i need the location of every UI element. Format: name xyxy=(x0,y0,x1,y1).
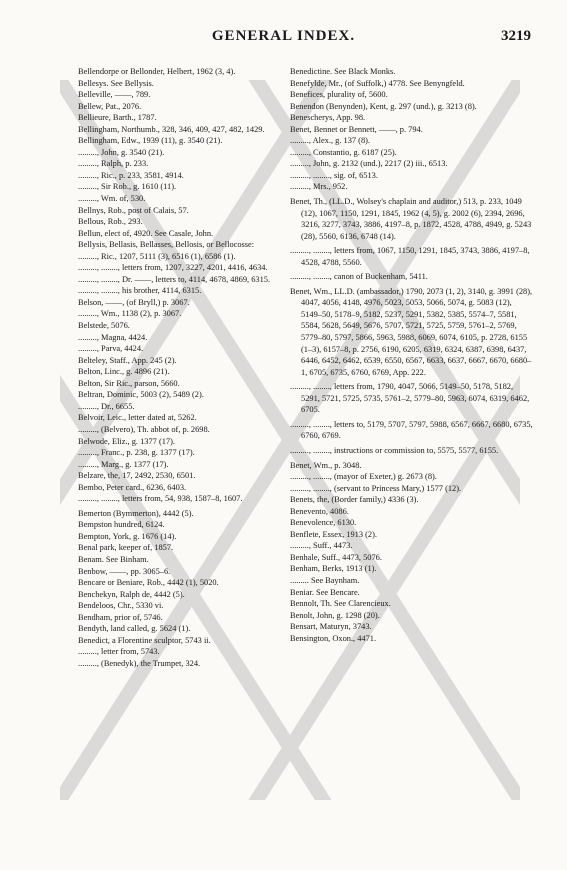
index-entry: ........., ........, Dr. ——, letters to, 4114, 4678, 4869, 6315. xyxy=(78,274,271,284)
index-entry: Bempston hundred, 6124. xyxy=(78,520,165,530)
index-entry: Benets, the, (Border family,) 4336 (3). xyxy=(290,495,419,505)
index-entry: Bendyth, land called, g. 5624 (1). xyxy=(78,624,191,634)
index-entry: ........., ........, letters from, 1790, 4047, 5066, 5149–50, 5178, 5182, 5291, 5721, 5725, 5735, 5761–2, 5779–80, 5963, 6074, 6319, 6462, 6705. xyxy=(290,382,530,415)
index-entry: Bellesys. See Bellysis. xyxy=(78,78,154,88)
index-entry: Belstede, 5076. xyxy=(78,321,130,331)
index-entry: ........., (Benedyk), the Trumpet, 324. xyxy=(78,658,201,668)
index-entry: Benolt, John, g. 1298 (20). xyxy=(290,610,380,620)
index-entry: ........., ........, (servant to Princess Mary,) 1577 (12). xyxy=(290,483,462,493)
index-entry: Bemerton (Bymmerton), 4442 (5). xyxy=(78,508,194,518)
index-entry: Belzare, the, 17, 2492, 2530, 6501. xyxy=(78,471,196,481)
index-entry: Belwode, Eliz., g. 1377 (17). xyxy=(78,436,175,446)
index-entry: ........., Parva, 4424. xyxy=(78,344,144,354)
index-entry: Benflete, Essex, 1913 (2). xyxy=(290,529,377,539)
index-entry: ........., letter from, 5743. xyxy=(78,647,160,657)
index-entry: ........., Ric., p. 233, 3581, 4914. xyxy=(78,170,184,180)
index-entry: Bellous, Rob., 293. xyxy=(78,217,143,227)
page-header xyxy=(0,28,567,50)
index-entry: ........., Dr., 6655. xyxy=(78,401,135,411)
index-entry: ........., Ralph, p. 233. xyxy=(78,159,149,169)
index-column-right xyxy=(290,66,534,644)
index-entry: ........., ........, canon of Buckenham, 5411. xyxy=(290,272,428,282)
index-entry: Bendham, prior of, 5746. xyxy=(78,612,163,622)
index-entry: Benevento, 4086. xyxy=(290,506,349,516)
index-entry: Belton, Sir Ric., parson, 5660. xyxy=(78,378,180,388)
index-entry: Bellingham, Northumb., 328, 346, 409, 427, 482, 1429. xyxy=(78,124,265,134)
index-entry: Bellew, Pat., 2076. xyxy=(78,101,142,111)
index-entry: Benefices, plurality of, 5600. xyxy=(290,90,388,100)
index-entry: ........., ........, his brother, 4114, 6315. xyxy=(78,286,202,296)
index-entry: Bellysis, Bellasis, Bellasses, Bellosis, or Bellocosse: xyxy=(78,240,255,250)
index-column-left xyxy=(78,66,316,669)
index-entry: Benam. See Binham. xyxy=(78,554,149,564)
index-entry: ........., Alex., g. 137 (8). xyxy=(290,136,371,146)
index-entry: Bensart, Maturyn, 3743. xyxy=(290,622,372,632)
index-entry: ........., Sir Rob., g. 1610 (11). xyxy=(78,182,177,192)
index-entry: Belvoir, Leic., letter dated at, 5262. xyxy=(78,413,197,423)
index-entry: ........., John, g. 3540 (21). xyxy=(78,147,165,157)
index-entry: Bensington, Oxon., 4471. xyxy=(290,633,377,643)
index-entry: Bellnys, Rob., post of Calais, 57. xyxy=(78,205,189,215)
page-title: GENERAL INDEX. xyxy=(211,28,356,44)
index-entry: ........., ........, letters from, 54, 938, 1587–8, 1607. xyxy=(78,494,243,504)
index-entry: ........., Magna, 4424. xyxy=(78,332,148,342)
index-entry: ........., ........, instructions or commission to, 5575, 5577, 6155. xyxy=(290,445,499,455)
page-number: 3219 xyxy=(501,28,531,44)
index-entry: Bembo, Peter card., 6236, 6403. xyxy=(78,482,187,492)
index-entry: Benescherys, App. 98. xyxy=(290,113,366,123)
index-entry: Bendeloos, Chr., 5330 vi. xyxy=(78,601,164,611)
index-entry: Benendon (Benynden), Kent, g. 297 (und.), g. 3213 (8). xyxy=(290,101,477,111)
index-entry: Benhale, Suff., 4473, 5076. xyxy=(290,552,382,562)
index-entry: ........., ........, letters from, 1067, 1150, 1291, 1845, 3743, 3886, 4197–8, 4528, 4788, 5560. xyxy=(290,246,530,267)
index-entry: Bennolt, Th. See Clarencieux. xyxy=(290,599,391,609)
index-entry: Benchekyn, Ralph de, 4442 (5). xyxy=(78,589,185,599)
index-entry: Benefylde, Mr., (of Suffolk,) 4778. See Benyngfeld. xyxy=(290,78,465,88)
index-entry: Belson, ——, (of Bryll,) p. 3067. xyxy=(78,297,190,307)
index-entry: ......... See Baynham. xyxy=(290,575,360,585)
index-entry: Bencare or Beniare, Rob., 4442 (1), 5020. xyxy=(78,578,219,588)
index-entry: Belton, Linc., g. 4896 (21). xyxy=(78,367,170,377)
index-entry: ........., ........, (mayor of Exeter,) g. 2673 (8). xyxy=(290,472,437,482)
index-entry: ........., Mrs., 952. xyxy=(290,182,348,192)
index-entry: ........., ........, letters to, 5179, 5707, 5797, 5988, 6567, 6667, 6680, 6735, 6760, 6769. xyxy=(290,419,533,441)
index-entry: ........., ........, letters from, 1207, 3227, 4201, 4416, 4634. xyxy=(78,263,268,273)
index-entry: Bempton, York, g. 1676 (14). xyxy=(78,531,177,541)
index-entry: ........., Suff., 4473. xyxy=(290,541,353,551)
index-entry: Benal park, keeper of, 1857. xyxy=(78,543,174,553)
index-entry: Benham, Berks, 1913 (1). xyxy=(290,564,377,574)
index-entry: Benevolence, 6130. xyxy=(290,518,357,528)
index-entry: Benedictine. See Black Monks. xyxy=(290,67,396,76)
index-entry: ........., (Belvero), Th. abbot of, p. 2698. xyxy=(78,424,210,434)
index-entry: Beltran, Dominic, 5003 (2), 5489 (2). xyxy=(78,390,204,400)
index-entry: Benbow, ——, pp. 3065–6. xyxy=(78,566,171,576)
index-entry: ........., Wm., 1138 (2), p. 3067. xyxy=(78,309,182,319)
index-entry: Bellingham, Edw., 1939 (11), g. 3540 (21). xyxy=(78,136,223,146)
index-entry: Benet, Th., (LL.D., Wolsey's chaplain and auditor,) 513, p. 233, 1049 (12), 1067, 1150, 1291, 1845, 1962 (4, 5), g. 2002 (6), 2394, 2696, 3216, 3277, 3743, 3886, 4197–8, p. 1872, 4528, 4788, 4949, g. 5243 (28), 5560, 6136, 6748 (14). xyxy=(290,197,532,241)
index-entry: Benet, Wm., LL.D. (ambassador,) 1790, 2073 (1, 2), 3140, g. 3991 (28), 4047, 4056, 4148, 4976, 5023, 5053, 5066, 5074, g. 5083 (12), 5149–50, 5178–9, 5182, 5237, 5291, 5382, 5385, 5574–7, 5581, 5584, 5628, 5649, 5676, 5707, 5721, 5725, 5759, 5761–2, 5769, 5779–80, 5797, 5866, 5963, 5988, 6069, 6074, 6105, p. 2728, 6155 (1–3), 6157–8, p. 2756, 6190, 6205, 6319, 6324, 6387, 6398, 6437, 6446, 6452, 6462, 6539, 6550, 6567, 6633, 6637, 6667, 6670, 6680–1, 6705, 6735, 6760, 6769, App. 222. xyxy=(290,286,533,377)
index-entry: ........., Constantio, g. 6187 (25). xyxy=(290,147,397,157)
index-entry: Bellieure, Barth., 1787. xyxy=(78,113,157,123)
index-entry: ........., ........, sig. of, 6513. xyxy=(290,170,378,180)
index-entry: Belleville, ——, 789. xyxy=(78,90,151,100)
index-entry: ........., John, g. 2132 (und.), 2217 (2) iii., 6513. xyxy=(290,159,448,169)
index-entry: Benet, Wm., p. 3048. xyxy=(290,460,362,470)
index-entry: ........., Franc., p. 238, g. 1377 (17). xyxy=(78,448,195,458)
index-entry: Bellendorpe or Bellonder, Helbert, 1962 (3, 4). xyxy=(78,67,236,76)
index-entry: Bellun, elect of, 4920. See Casale, John. xyxy=(78,228,214,238)
index-entry: Benet, Bennet or Bennett, ——, p. 794. xyxy=(290,124,423,134)
index-entry: Benedict, a Florentine sculptor, 5743 ii. xyxy=(78,635,211,645)
index-entry: ........., Marg., g. 1377 (17). xyxy=(78,459,169,469)
index-entry: ........., Ric., 1207, 5111 (3), 6516 (1), 6586 (1). xyxy=(78,251,236,261)
index-entry: Belteley, Staff., App. 245 (2). xyxy=(78,355,177,365)
index-entry: Beniar. See Bencare. xyxy=(290,587,360,597)
index-entry: ........., Wm. of, 530. xyxy=(78,194,146,204)
